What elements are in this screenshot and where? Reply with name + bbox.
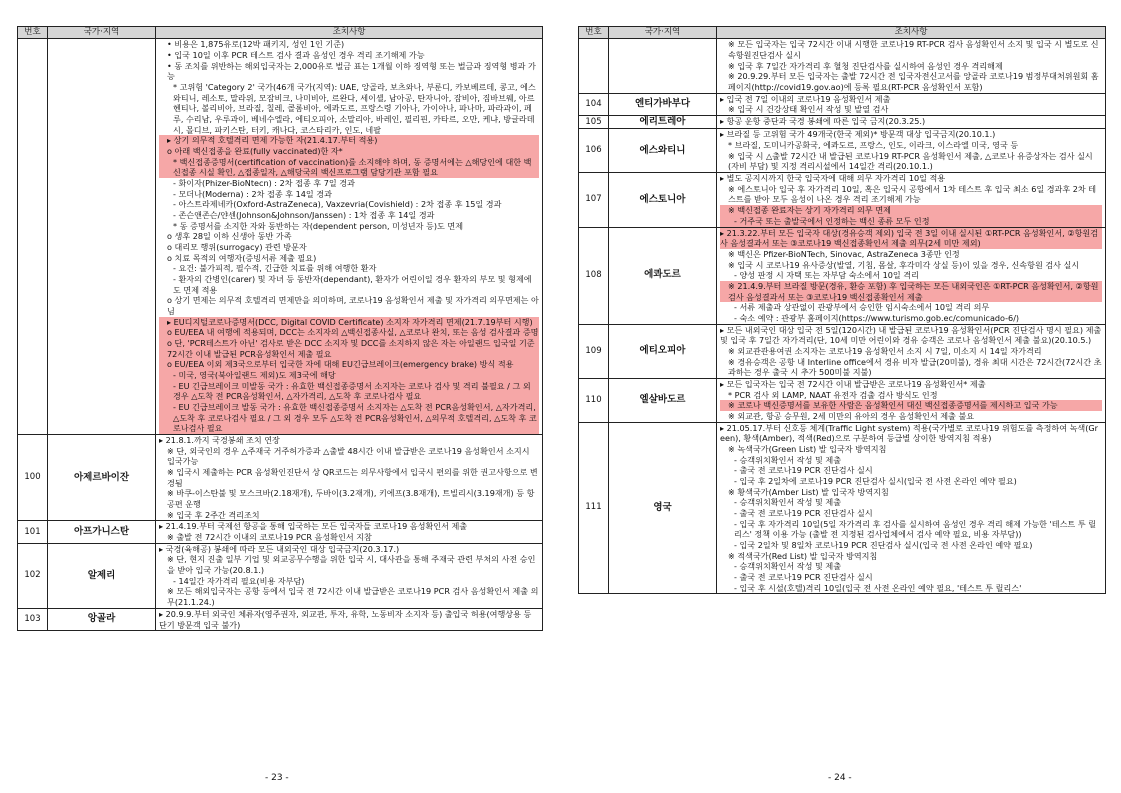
measure-line: * 고위험 'Category 2' 국가(46개 국가(지역): UAE, 앙골라, 보츠와나, 부룬디, 카보베르데, 콩고, 에스와티니, 레소토, 말라위, 모잠비크, 나미비아, 르완다, 세이셸, 남아공, 탄자니아, 잠비아, 짐바브웨, 아르헨티나, 볼리비아, 브라질, 칠레, 콜롬비아, 에콰도르, 프랑스령 기아나, 가이아나, 파나마, 파라과이, 페루, 수리남, 우루과이, 베네수엘라, 에티오피아, 소말리아, 바레인, 필리핀, 카타르, 오만, 케냐, 방글라데시, 몰디브, 파키스탄, 터키, 캐나다, 코스타리카, 인도, 네팔 — [173, 81, 536, 135]
measure-line: • 비용은 1,875유로(12박 패키지, 성인 1인 기준) — [167, 39, 345, 50]
table-header-row — [18, 27, 543, 39]
table-row — [579, 324, 1106, 378]
page-number: - 23 - — [265, 773, 289, 783]
right-page — [578, 26, 1105, 783]
measure-line: o EU/EEA 이외 제3국으로부터 입국한 자에 대해 EU긴급브레이크(emergency brake) 방식 적용 — [159, 359, 539, 370]
measures-cell — [717, 422, 1106, 594]
measure-line: ▸ 상기 의무적 호텔격리 면제 가능한 자(21.4.17.부터 적용) — [159, 135, 539, 146]
measures-cell — [717, 39, 1106, 93]
measure-line: ▸ 모든 입국자는 입국 전 72시간 이내 발급받은 코로나19 음성확인서* 제출 — [720, 378, 986, 389]
measure-line: ▸ 21.05.17.부터 신호등 체계(Traffic Light system) 적용(국가별로 코로나19 위험도를 측정하여 녹색(Green), 황색(Amber), 적색(Red)으로 구분하여 등급별 상이한 방역지침 적용) — [720, 422, 1098, 444]
measure-line: ▸ 20.9.9.부터 외국인 체류자(영주권자, 외교관, 투자, 유학, 노동비자 소지자 등) 출입국 허용(여행상용 등 단기 방문객 입국 불가) — [159, 608, 534, 630]
measures-table-right — [578, 26, 1106, 594]
measure-line: - 입국 2일차 및 8일차 코로나19 PCR 진단검사 실시(입국 전 사전 온라인 예약 필요) — [734, 539, 1033, 550]
table-row-continued — [18, 39, 543, 435]
measure-line: o 대리모 행위(surrogacy) 관련 방문자 — [167, 241, 307, 252]
header-country: 국가·지역 — [609, 27, 717, 39]
measure-line: ※ 적색국가(Red List) 발 입국자 방역지침 — [728, 550, 878, 561]
country-cell: 알제리 — [48, 543, 156, 608]
measure-line: o EU/EEA 내 여행에 적용되며, DCC는 소지자의 △백신접종사실, △코로나 완치, 또는 음성 검사결과 증명 — [159, 327, 539, 338]
measures-cell — [156, 39, 543, 435]
measure-line: ※ 20.9.29.부터 모든 입국자는 출발 72시간 전 입국자전신고서를 앙골라 코로나19 범정부대처위원회 홈페이지(http://covid19.gov.ao)에 등록 필요(RT-PCR 음성확인서 포함) — [728, 71, 1099, 92]
measure-line: - 거주국 또는 출발국에서 인정하는 백신 종류 모두 인정 — [720, 216, 1102, 227]
measure-line: * 동 증명서를 소지한 자와 동반하는 자(dependent person, 미성년자 등)도 면제 — [173, 220, 464, 231]
number-cell — [579, 39, 609, 93]
measure-line: ▸ 별도 공지시까지 한국 입국자에 대해 의무 자가격리 10일 적용 — [720, 173, 946, 184]
measure-line: - 출국 전 코로나19 PCR 진단검사 실시 — [734, 507, 873, 518]
measures-cell — [156, 608, 543, 630]
measure-line: ※ 외교관관용여권 소지자는 코로나19 음성확인서 소지 시 7일, 미소지 시 14일 자가격리 — [728, 345, 1042, 356]
measure-line: ▸ 브라질 등 고위험 국가 49개국(한국 제외)* 방문객 대상 입국금지(20.10.1.) — [720, 129, 996, 140]
measure-line: * PCR 검사 외 LAMP, NAAT 유전자 검출 검사 방식도 인정 — [728, 389, 938, 400]
measure-line: - EU 긴급브레이크 발동 국가 : 유효한 백신접종증명서 소지자는 △도착 전 PCR음성확인서, △자가격리, △도착 후 코로나검사 필요 / 그 외 경우 모두 △도착 전 PCR음성확인서, △의무적 호텔격리, △도착 후 코로나검사 필요 — [159, 402, 539, 434]
number-cell: 107 — [579, 173, 609, 227]
country-cell: 에티오피아 — [609, 324, 717, 378]
measure-line: ▸ 21.8.1.까지 국경봉쇄 조치 연장 — [159, 435, 280, 446]
measure-line: - 아스트라제네카(Oxford-AstraZeneca), Vaxzevria(Covishield) : 2차 접종 후 15일 경과 — [173, 199, 502, 210]
measure-line: ※ 녹색국가(Green List) 발 입국자 방역지침 — [728, 443, 887, 454]
country-cell: 에콰도르 — [609, 227, 717, 324]
measure-line: ※ 모든 해외입국자는 공항 등에서 입국 전 72시간 이내 발급받은 코로나19 PCR 검사 음성확인서 제출 의무(21.1.24.) — [167, 586, 539, 608]
number-cell: 105 — [579, 115, 609, 129]
measures-cell — [717, 93, 1106, 115]
table-row — [579, 227, 1106, 324]
measure-line: - 승객위치확인서 작성 및 제출 — [734, 561, 842, 572]
measure-line: ▸ 입국 전 7일 이내의 코로나19 음성확인서 제출 — [720, 93, 891, 104]
country-cell: 앙골라 — [48, 608, 156, 630]
number-cell: 101 — [18, 521, 48, 543]
table-row — [18, 543, 543, 608]
table-header-row — [579, 27, 1106, 39]
measure-line: - 승객위치확인서 작성 및 제출 — [734, 454, 842, 465]
measure-line: ※ 21.4.9.부터 브라질 방문(경유, 환승 포함) 후 입국하는 모든 내외국인은 ①RT-PCR 음성확인서, ②항원검사 음성결과서 또는 ③코로나19 백신접종확인서 제출 — [720, 281, 1102, 302]
measure-line: - 14일간 자가격리 필요(비용 자부담) — [173, 575, 305, 586]
number-cell: 109 — [579, 324, 609, 378]
measure-line: - 출국 전 코로나19 PCR 진단검사 실시 — [734, 465, 873, 476]
measure-line: ※ 모든 입국자는 입국 72시간 이내 시행한 코로나19 RT-PCR 검사 음성확인서 소지 및 입국 시 별도로 신속항원진단검사 실시 — [728, 39, 1099, 60]
measures-table-left — [17, 26, 543, 631]
measure-line: o 단, 'PCR테스트가 아닌' 검사로 받은 DCC 소지자 및 DCC를 소지하지 않은 자는 아일랜드 입국일 기준 72시간 이내 발급된 PCR음성확인서 제출 필요 — [159, 338, 539, 359]
country-cell: 엔티가바부다 — [609, 93, 717, 115]
header-number: 번호 — [18, 27, 48, 39]
measure-line: ※ 단, 외국인의 경우 △주재국 거주허가증과 △출발 48시간 이내 발급받은 코로나19 음성확인서 소지시 입국가능 — [167, 445, 533, 467]
country-cell: 영국 — [609, 422, 717, 594]
measure-line: ▸ 항공 운항 중단과 국경 봉쇄에 따른 입국 금지(20.3.25.) — [720, 115, 926, 126]
measure-line: ※ 에스토니아 입국 후 자가격리 10일, 혹은 입국시 공항에서 1차 테스트 후 입국 최소 6일 경과후 2차 테스트를 받아 모두 음성이 나온 경우 격리 조기해제 가능 — [728, 183, 1097, 205]
measure-line: ※ 바쿠-이스탄불 및 모스크바(2.18재개), 두바이(3.2재개), 키에프(3.8재개), 트빌리시(3.19재개) 등 항공편 운행 — [167, 488, 535, 510]
measure-line: • 입국 10일 이후 PCR 테스트 검사 결과 음성인 경우 격리 조기해제 가능 — [167, 49, 425, 60]
number-cell: 103 — [18, 608, 48, 630]
number-cell — [18, 39, 48, 435]
measure-line: - 출국 전 코로나19 PCR 진단검사 실시 — [734, 572, 873, 582]
measures-cell — [156, 543, 543, 608]
table-row — [18, 435, 543, 521]
measure-line: - EU 긴급브레이크 미발동 국가 : 유효한 백신접종증명서 소지자는 코로나 검사 및 격리 불필요 / 그 외 경우 △도착 전 PCR음성확인서, △자가격리, △도착 후 코로나검사 필요 — [159, 381, 539, 402]
country-cell: 에스토니아 — [609, 173, 717, 227]
header-measures: 조치사항 — [156, 27, 543, 39]
measure-line: - 입국 후 2일차에 코로나19 PCR 진단검사 실시(입국 전 사전 온라인 예약 필요) — [734, 475, 1017, 486]
country-cell — [48, 39, 156, 435]
measure-line: - 화이자(Phizer-BioNtecn) : 2차 접종 후 7일 경과 — [173, 177, 355, 188]
measure-line: ※ 코로나 백신증명서를 보유한 사람은 음성확인서 대신 백신접종증명서를 제시하고 입국 가능 — [720, 400, 1102, 411]
measures-cell — [717, 173, 1106, 227]
number-cell: 106 — [579, 129, 609, 173]
measure-line: ※ 입국 후 7일간 자가격리 후 혈청 진단검사를 실시하여 음성인 경우 격리해제 — [728, 60, 1003, 71]
measure-line: ▸ EU디지털코로나증명서(DCC, Digital COVID Certificate) 소지자 자가격리 면제(21.7.19부터 시행) — [159, 317, 539, 328]
measure-line: - 승객위치확인서 작성 및 제출 — [734, 497, 842, 508]
table-row — [579, 173, 1106, 227]
measure-line: ※ 출발 전 72시간 이내의 코로나19 PCR 음성확인서 지참 — [167, 532, 372, 543]
measures-cell — [717, 227, 1106, 324]
number-cell: 110 — [579, 378, 609, 422]
table-row — [18, 521, 543, 543]
measure-line: ▸ 21.4.19.부터 국제선 항공을 통해 입국하는 모든 입국자들 코로나19 음성확인서 제출 — [159, 521, 468, 532]
measure-line: • 동 조치를 위반하는 해외입국자는 2,000유로 벌금 표는 1개월 이하 징역형 또는 벌금과 징역형 병과 가능 — [167, 60, 536, 82]
header-country: 국가·지역 — [48, 27, 156, 39]
table-row — [579, 115, 1106, 129]
number-cell: 111 — [579, 422, 609, 594]
measure-line: o 아래 백신접종을 완료(fully vaccinated)한 자* — [159, 146, 539, 157]
number-cell: 108 — [579, 227, 609, 324]
measure-line: ※ 경유승객은 공항 내 Interline office에서 경유 비자 발급(20미불), 경유 최대 시간은 72시간(72시간 초과하는 경우 출국 시 추가 500미불 지불) — [728, 356, 1102, 378]
measures-cell — [156, 435, 543, 521]
measure-line: ※ 단, 현지 진출 일부 기업 및 외교공무수행을 위한 입국 시, 대사관을 통해 주재국 관련 부처의 사전 승인을 받아 입국 가능(20.8.1.) — [167, 554, 536, 576]
number-cell: 102 — [18, 543, 48, 608]
header-measures: 조치사항 — [717, 27, 1106, 39]
measure-line: - 양성 판정 시 자택 또는 자부담 숙소에서 10일 격리 — [734, 270, 919, 281]
table-row — [579, 93, 1106, 115]
table-row — [579, 378, 1106, 422]
measure-line: o 치료 목적의 여행자(증빙서류 제출 필요) — [167, 252, 317, 263]
country-cell — [609, 39, 717, 93]
country-cell: 아프가니스탄 — [48, 521, 156, 543]
measures-cell — [717, 115, 1106, 129]
page-number: - 24 - — [828, 773, 852, 783]
table-row-continued — [579, 39, 1106, 93]
measure-line: * 백신접종증명서(certification of vaccination)를 소지해야 하며, 동 증명서에는 △해당인에 대한 백신접종 시실 확인, △접종일자, △해당국의 백신프로그램 담당기관 포함 필요 — [159, 157, 539, 178]
measure-line: - 환자의 간병인(carer) 및 자녀 등 동반자(dependant), 환자가 어린이일 경우 환자의 부모 및 형제에도 면제 적용 — [173, 274, 532, 295]
measure-line: - 입국 후 자가격리 10일(5일 자가격리 후 검사를 실시하여 음성인 경우 격리 해제 가능한 '테스트 투 릴리스' 정책 이용 가능 (출발 전 지정된 검사업체에서 검사 예약 필요, 비용 자부담)) — [734, 518, 1097, 540]
measure-line: ▸ 국경(육해공) 봉쇄에 따라 모든 내외국인 대상 입국금지(20.3.17.) — [159, 543, 400, 554]
measure-line: ※ 입국 후 2주간 격리조치 — [167, 509, 260, 520]
country-cell: 에스와티니 — [609, 129, 717, 173]
measure-line: ▸ 모든 내외국인 대상 입국 전 5일(120시간) 내 발급된 코로나19 음성확인서(PCR 진단검사 명시 필요) 제출 및 입국 후 7일간 자가격리(단, 10세 미만 어린이와 경유 승객은 코로나 음성확인서 제출 불요)(20.10.5.) — [720, 324, 1104, 346]
measure-line: ▸ 21.3.22.부터 모든 입국자 대상(경유승객 제외) 입국 전 3일 이내 실시된 ①RT-PCR 음성확인서, ②항원검사 음성결과서 또는 ③코로나19 백신접종확인서 제출 의무(2세 미만 제외) — [720, 228, 1102, 249]
measures-cell — [717, 129, 1106, 173]
country-cell: 아제르바이잔 — [48, 435, 156, 521]
measure-line: - 입국 후 시설(호텔)격리 10일(입국 전 사전 온라인 예약 필요, '테스트 투 릴리스' — [734, 582, 1022, 593]
measure-line: - 모더나(Moderna) : 2차 접종 후 14일 경과 — [173, 188, 332, 199]
measure-line: ※ 입국시 제출하는 PCR 음성확인진단서 상 QR코드는 의무사항에서 입국시 편의를 위한 권고사항으로 변경됨 — [167, 467, 538, 488]
table-row — [579, 422, 1106, 594]
number-cell: 100 — [18, 435, 48, 521]
measure-line: ※ 백신접종 완료자는 상기 자가격리 의무 면제 — [720, 205, 1102, 216]
measure-line: * 브라질, 도미니카공화국, 에콰도르, 프랑스, 인도, 이라크, 이스라엘 미국, 영국 등 — [728, 140, 1019, 151]
measure-line: - 서류 제출과 상관없이 관광부에서 승인한 임시숙소에서 10일 격리 의무 — [734, 302, 990, 313]
measure-line: ※ 입국 시 건강상태 확인서 작성 및 발열 검사 — [728, 104, 889, 115]
measure-line: ※ 황색국가(Amber List) 발 입국자 방역지침 — [728, 486, 889, 497]
measures-cell — [156, 521, 543, 543]
measure-line: o 생후 28일 이하 신생아 동반 가족 — [167, 231, 292, 242]
measure-line: - 숙소 예약 : 관광부 홈페이지(https://www.turismo.gob.ec/comunicado-6/) — [734, 312, 1020, 323]
country-cell: 엘살바도르 — [609, 378, 717, 422]
measure-line: - 요건: 불가피적, 필수적, 긴급한 치료를 위해 여행한 환자 — [173, 263, 377, 274]
country-cell: 에리트레아 — [609, 115, 717, 129]
measures-cell — [717, 324, 1106, 378]
measure-line: o 상기 면제는 의무적 호텔격리 면제만을 의미하며, 코로나19 음성확인서 제출 및 자가격리 의무면제는 아님 — [167, 295, 539, 317]
measures-cell — [717, 378, 1106, 422]
measure-line: ※ 입국 시 코로나19 유사증상(발열, 기침, 몸살, 후각미각 상실 등)이 있을 경우, 신속항원 검사 실시 — [728, 259, 1080, 270]
measure-line: ※ 외교관, 항공 승무원, 2세 미만의 유아의 경우 음성확인서 제출 불요 — [728, 410, 975, 421]
measure-line: ※ 백신은 Pfizer-BioNTech, Sinovac, AstraZeneca 3종만 인정 — [728, 248, 960, 259]
table-row — [18, 608, 543, 630]
table-row — [579, 129, 1106, 173]
measure-line: - 존슨앤존슨/얀센(Johnson&Johnson/Janssen) : 1차 접종 후 14일 경과 — [173, 209, 435, 220]
number-cell: 104 — [579, 93, 609, 115]
measure-line: ※ 입국 시 △출발 72시간 내 발급된 코로나19 RT-PCR 음성확인서 제출, △코로나 유증상자는 검사 실시(자비 부담) 및 지정 격리시설에서 14일간 격리(20.10.1.) — [728, 150, 1093, 172]
header-number: 번호 — [579, 27, 609, 39]
measure-line: - 미국, 영국(북아일랜드 제외)도 제3국에 해당 — [159, 370, 539, 381]
left-page — [17, 26, 542, 783]
